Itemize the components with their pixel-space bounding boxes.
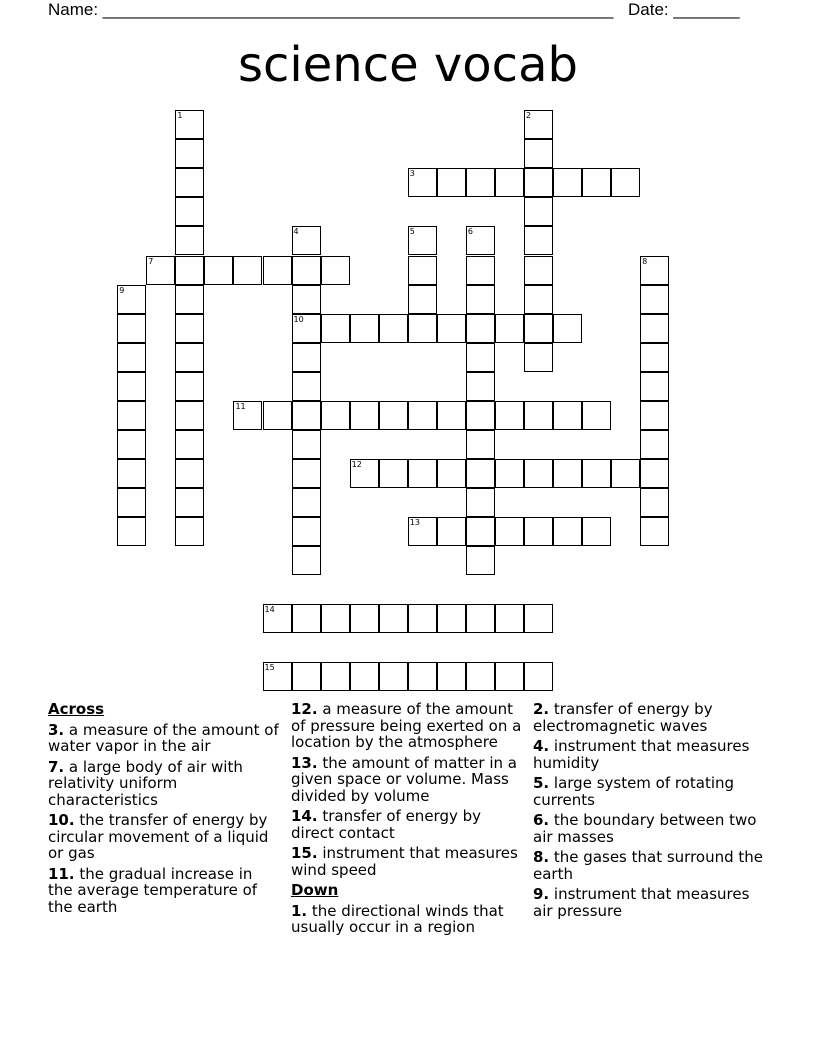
grid-cell[interactable]: [175, 285, 204, 314]
grid-cell[interactable]: [379, 604, 408, 633]
name-field: Name: ______________________________________________________: [48, 0, 614, 19]
clue-item-text: instrument that measures wind speed: [291, 844, 518, 879]
grid-cell[interactable]: [175, 226, 204, 255]
grid-cell[interactable]: [582, 168, 611, 197]
grid-cell[interactable]: [640, 285, 669, 314]
grid-cell[interactable]: [321, 662, 350, 691]
grid-cell[interactable]: [408, 517, 437, 546]
clue-item-text: the gradual increase in the average temperature of the earth: [48, 864, 258, 916]
grid-cell[interactable]: [175, 488, 204, 517]
clue-item-number: 9.: [533, 885, 550, 903]
grid-cell[interactable]: [175, 343, 204, 372]
grid-cell[interactable]: [321, 314, 350, 343]
grid-cell[interactable]: [321, 401, 350, 430]
clue-item-text: a measure of the amount of water vapor in the air: [48, 720, 279, 755]
grid-cell[interactable]: [175, 139, 204, 168]
clue-item: [48, 722, 280, 755]
grid-cell[interactable]: [408, 459, 437, 488]
grid-cell[interactable]: [233, 401, 262, 430]
grid-cell[interactable]: [175, 168, 204, 197]
clue-item-text: instrument that measures humidity: [533, 737, 750, 772]
grid-cell[interactable]: [524, 139, 553, 168]
grid-cell[interactable]: [263, 662, 292, 691]
grid-cell[interactable]: [466, 343, 495, 372]
clue-item-number: 3.: [48, 720, 65, 739]
clue-item-text: the boundary between two air masses: [533, 811, 757, 846]
grid-cell[interactable]: [175, 372, 204, 401]
grid-cell[interactable]: [553, 459, 582, 488]
grid-cell[interactable]: [611, 459, 640, 488]
clue-item: [291, 701, 523, 751]
grid-cell[interactable]: [292, 662, 321, 691]
grid-cell[interactable]: [640, 314, 669, 343]
clue-item-number: 14.: [291, 807, 318, 825]
grid-cell[interactable]: [495, 662, 524, 691]
grid-cell[interactable]: [379, 314, 408, 343]
grid-cell[interactable]: [640, 372, 669, 401]
clue-number: 8: [642, 256, 648, 266]
grid-cell[interactable]: [640, 430, 669, 459]
grid-cell[interactable]: [350, 604, 379, 633]
clue-item-number: 10.: [48, 811, 75, 829]
grid-cell[interactable]: [379, 662, 408, 691]
grid-cell[interactable]: [524, 197, 553, 226]
clue-item-text: a measure of the amount of pressure being exerted on a location by the atmosphere: [291, 700, 522, 751]
down-heading: Down: [291, 881, 339, 899]
clue-item: [291, 808, 523, 841]
grid-cell[interactable]: [117, 372, 146, 401]
grid-cell[interactable]: [379, 459, 408, 488]
grid-cell[interactable]: [350, 459, 379, 488]
grid-cell[interactable]: [582, 517, 611, 546]
grid-cell[interactable]: [553, 517, 582, 546]
clue-item-text: transfer of energy by electromagnetic waves: [533, 700, 713, 735]
clue-item-text: the transfer of energy by circular movement of a liquid or gas: [48, 811, 269, 862]
grid-cell[interactable]: [379, 401, 408, 430]
grid-cell[interactable]: [495, 168, 524, 197]
clue-number: 11: [235, 401, 246, 411]
clue-item-text: the amount of matter in a given space or volume. Mass divided by volume: [291, 753, 517, 805]
grid-cell[interactable]: [117, 314, 146, 343]
clue-item: [48, 759, 280, 809]
grid-cell[interactable]: [408, 401, 437, 430]
clue-item-number: 6.: [533, 811, 550, 829]
clue-item-number: 5.: [533, 774, 550, 792]
grid-cell[interactable]: [117, 517, 146, 546]
grid-cell[interactable]: [640, 343, 669, 372]
clue-item-number: 4.: [533, 737, 550, 755]
grid-cell[interactable]: [350, 314, 379, 343]
grid-cell[interactable]: [350, 662, 379, 691]
clue-item: [533, 812, 765, 845]
grid-cell[interactable]: [204, 256, 233, 285]
clue-column-1: [48, 701, 280, 919]
clue-item: [291, 755, 523, 805]
grid-cell[interactable]: [553, 168, 582, 197]
grid-cell[interactable]: [524, 401, 553, 430]
grid-cell[interactable]: [495, 517, 524, 546]
grid-cell[interactable]: [292, 517, 321, 546]
grid-cell[interactable]: [437, 662, 466, 691]
grid-cell[interactable]: [437, 401, 466, 430]
clue-item-number: 11.: [48, 864, 75, 883]
grid-cell[interactable]: [350, 401, 379, 430]
grid-cell[interactable]: [292, 546, 321, 575]
grid-cell[interactable]: [408, 662, 437, 691]
clue-number: 5: [409, 227, 415, 237]
clue-number: 6: [467, 227, 473, 237]
clue-item-number: 12.: [291, 700, 318, 718]
grid-cell[interactable]: [437, 168, 466, 197]
grid-cell[interactable]: [524, 459, 553, 488]
grid-cell[interactable]: [117, 285, 146, 314]
grid-cell[interactable]: [175, 517, 204, 546]
grid-cell[interactable]: [640, 459, 669, 488]
grid-cell[interactable]: [466, 372, 495, 401]
clue-item: [533, 849, 765, 882]
grid-cell[interactable]: [292, 343, 321, 372]
clue-column-2: [291, 701, 523, 940]
clue-column-3: [533, 701, 765, 923]
grid-cell[interactable]: [495, 604, 524, 633]
grid-cell[interactable]: [117, 459, 146, 488]
grid-cell[interactable]: [263, 256, 292, 285]
clue-number: 1: [177, 111, 183, 121]
grid-cell[interactable]: [524, 662, 553, 691]
grid-cell[interactable]: [292, 226, 321, 255]
clue-item: [533, 886, 765, 919]
grid-cell[interactable]: [292, 285, 321, 314]
clue-number: 3: [409, 169, 415, 179]
grid-cell[interactable]: [582, 401, 611, 430]
clue-item-text: transfer of energy by direct contact: [291, 807, 482, 842]
page-title: science vocab: [238, 37, 578, 93]
grid-cell[interactable]: [640, 517, 669, 546]
grid-cell[interactable]: [553, 314, 582, 343]
clue-item: [291, 903, 523, 936]
clue-item-text: large system of rotating currents: [533, 774, 735, 809]
grid-cell[interactable]: [524, 110, 553, 139]
grid-cell[interactable]: [117, 430, 146, 459]
clue-number: 2: [525, 111, 532, 121]
grid-cell[interactable]: [175, 401, 204, 430]
grid-cell[interactable]: [466, 546, 495, 575]
grid-cell[interactable]: [292, 488, 321, 517]
grid-cell[interactable]: [495, 314, 524, 343]
clue-number: 14: [264, 605, 275, 615]
grid-cell[interactable]: [466, 604, 495, 633]
grid-cell[interactable]: [408, 256, 437, 285]
grid-cell[interactable]: [466, 401, 495, 430]
clue-number: 12: [351, 459, 362, 469]
grid-cell[interactable]: [175, 430, 204, 459]
grid-cell[interactable]: [146, 256, 175, 285]
clue-item-number: 7.: [48, 757, 65, 776]
grid-cell[interactable]: [524, 517, 553, 546]
clue-item-number: 8.: [533, 848, 550, 866]
grid-cell[interactable]: [292, 401, 321, 430]
grid-cell[interactable]: [292, 430, 321, 459]
clue-item-text: the directional winds that usually occur in a region: [291, 901, 504, 936]
grid-cell[interactable]: [175, 314, 204, 343]
grid-cell[interactable]: [640, 488, 669, 517]
clue-item-text: the gases that surround the earth: [533, 848, 764, 883]
grid-cell[interactable]: [175, 256, 204, 285]
grid-cell[interactable]: [495, 459, 524, 488]
grid-cell[interactable]: [263, 401, 292, 430]
grid-cell[interactable]: [611, 168, 640, 197]
grid-cell[interactable]: [408, 168, 437, 197]
grid-cell[interactable]: [524, 256, 553, 285]
grid-cell[interactable]: [582, 459, 611, 488]
grid-cell[interactable]: [233, 256, 262, 285]
grid-cell[interactable]: [321, 256, 350, 285]
clue-item: [48, 866, 280, 916]
grid-cell[interactable]: [117, 488, 146, 517]
clue-item: [533, 775, 765, 808]
grid-cell[interactable]: [524, 285, 553, 314]
grid-cell[interactable]: [408, 604, 437, 633]
grid-cell[interactable]: [292, 459, 321, 488]
grid-cell[interactable]: [408, 226, 437, 255]
grid-cell[interactable]: [524, 226, 553, 255]
clue-item-text: instrument that measures air pressure: [533, 885, 750, 920]
grid-cell[interactable]: [466, 459, 495, 488]
grid-cell[interactable]: [466, 314, 495, 343]
grid-cell[interactable]: [466, 430, 495, 459]
grid-cell[interactable]: [553, 401, 582, 430]
clue-number: 7: [148, 256, 154, 266]
grid-cell[interactable]: [495, 401, 524, 430]
grid-cell[interactable]: [640, 401, 669, 430]
grid-cell[interactable]: [466, 488, 495, 517]
clue-number: 13: [409, 517, 420, 527]
grid-cell[interactable]: [117, 343, 146, 372]
grid-cell[interactable]: [437, 604, 466, 633]
grid-cell[interactable]: [437, 517, 466, 546]
across-heading: Across: [48, 700, 105, 718]
clue-item-number: 13.: [291, 753, 318, 772]
grid-cell[interactable]: [466, 662, 495, 691]
clue-item-text: a large body of air with relativity uniform characteristics: [48, 757, 243, 809]
grid-cell[interactable]: [408, 285, 437, 314]
grid-cell[interactable]: [466, 226, 495, 255]
grid-cell[interactable]: [466, 517, 495, 546]
clue-item-number: 1.: [291, 901, 308, 920]
clue-item: [533, 738, 765, 771]
grid-cell[interactable]: [263, 604, 292, 633]
grid-cell[interactable]: [292, 314, 321, 343]
clue-number: 9: [119, 285, 125, 295]
grid-cell[interactable]: [321, 604, 350, 633]
grid-cell[interactable]: [175, 459, 204, 488]
grid-cell[interactable]: [466, 168, 495, 197]
grid-cell[interactable]: [466, 256, 495, 285]
clue-number: 4: [293, 227, 299, 237]
clue-item-number: 15.: [291, 844, 318, 862]
grid-cell[interactable]: [175, 110, 204, 139]
grid-cell[interactable]: [175, 197, 204, 226]
clue-item-number: 2.: [533, 700, 550, 718]
grid-cell[interactable]: [524, 168, 553, 197]
grid-cell[interactable]: [640, 256, 669, 285]
grid-cell[interactable]: [292, 256, 321, 285]
grid-cell[interactable]: [117, 401, 146, 430]
clue-number: 15: [264, 663, 275, 673]
date-field: Date: _______: [628, 0, 740, 19]
clue-item: [48, 812, 280, 862]
grid-cell[interactable]: [524, 604, 553, 633]
grid-cell[interactable]: [292, 372, 321, 401]
clue-number: 10: [293, 314, 304, 324]
grid-cell[interactable]: [437, 459, 466, 488]
clue-item: [533, 701, 765, 734]
grid-cell[interactable]: [437, 314, 466, 343]
grid-cell[interactable]: [408, 314, 437, 343]
clue-item: [291, 845, 523, 878]
grid-cell[interactable]: [292, 604, 321, 633]
grid-cell[interactable]: [524, 314, 553, 343]
grid-cell[interactable]: [524, 343, 553, 372]
grid-cell[interactable]: [466, 285, 495, 314]
